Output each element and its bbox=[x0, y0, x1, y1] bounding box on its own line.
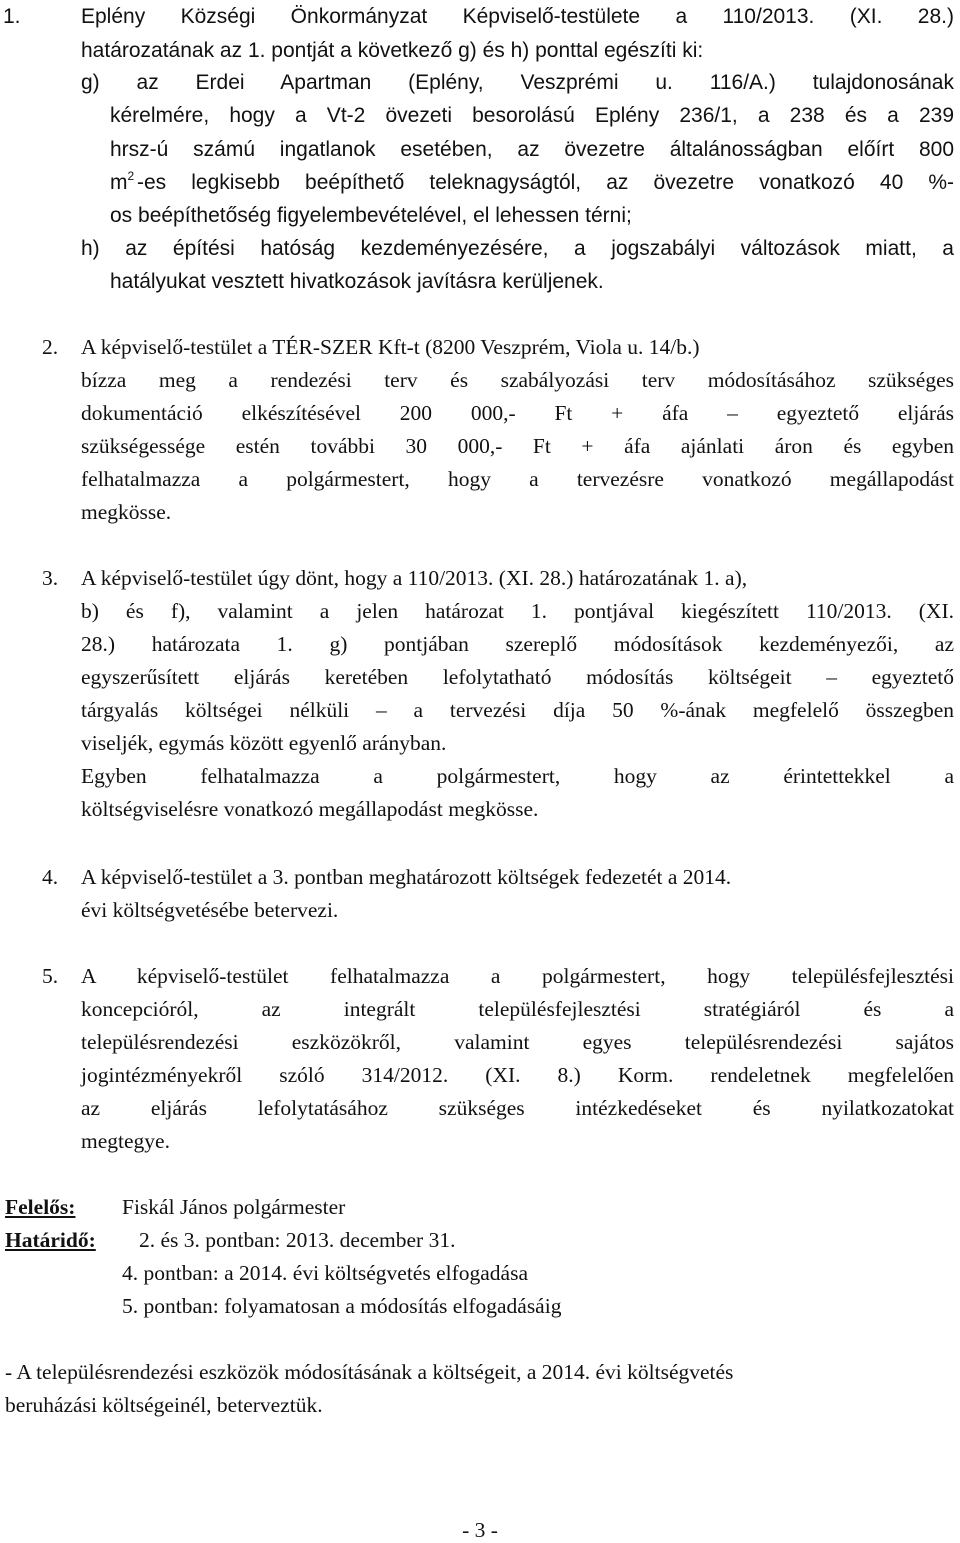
paragraph-1-line-6-rest: -es legkisebb beépíthető teleknagyságtól, az övezetre vonatkozó 40 %- bbox=[137, 171, 954, 194]
paragraph-1-line-9: hatályukat vesztett hivatkozások javításra kerüljenek. bbox=[110, 270, 604, 293]
paragraph-3-line-8: költségviselésre vonatkozó megállapodást megkösse. bbox=[81, 797, 539, 821]
paragraph-5-line-4: jogintézményekről szóló 314/2012. (XI. 8.) Korm. rendeletnek megfelelően bbox=[81, 1063, 954, 1087]
paragraph-5-line-2: koncepcióról, az integrált településfejlesztési stratégiáról és a bbox=[81, 997, 954, 1021]
paragraph-2-number: 2. bbox=[42, 335, 59, 359]
paragraph-4-line-1: A képviselő-testület a 3. pontban meghatározott költségek fedezetét a 2014. bbox=[81, 865, 732, 889]
paragraph-2-line-1: A képviselő-testület a TÉR-SZER Kft-t (8200 Veszprém, Viola u. 14/b.) bbox=[81, 335, 700, 359]
paragraph-5-line-6: megtegye. bbox=[81, 1129, 170, 1153]
paragraph-3-line-4: egyszerűsített eljárás keretében lefolytatható módosítás költségeit – egyeztető bbox=[81, 665, 954, 689]
superscript-2: 2 bbox=[127, 169, 135, 183]
paragraph-2-line-4: szükségessége estén további 30 000,- Ft + áfa ajánlati áron és egyben bbox=[81, 434, 954, 458]
responsible-label: Felelős: bbox=[5, 1195, 76, 1219]
paragraph-3-line-6: viseljék, egymás között egyenlő arányban. bbox=[81, 731, 447, 755]
paragraph-1-number: 1. bbox=[3, 5, 21, 28]
paragraph-5-number: 5. bbox=[42, 964, 59, 988]
deadline-label: Határidő: bbox=[5, 1228, 96, 1252]
paragraph-3-number: 3. bbox=[42, 566, 59, 590]
paragraph-3-line-7: Egyben felhatalmazza a polgármestert, hogy az érintettekkel a bbox=[81, 764, 954, 788]
paragraph-3-line-3: 28.) határozata 1. g) pontjában szereplő módosítások kezdeményezői, az bbox=[81, 632, 954, 656]
paragraph-1-line-6: $m^2$ bbox=[110, 169, 135, 194]
paragraph-1-line-2: határozatának az 1. pontját a következő g) és h) ponttal egészíti ki: bbox=[81, 39, 704, 62]
paragraph-1-line-8: h) az építési hatóság kezdeményezésére, a jogszabályi változások miatt, a bbox=[81, 237, 954, 260]
paragraph-1-line-1: Eplény Községi Önkormányzat Képviselő-testülete a 110/2013. (XI. 28.) bbox=[81, 5, 954, 28]
paragraph-1-line-4: kérelmére, hogy a Vt-2 övezeti besorolású Eplény 236/1, a 238 és a 239 bbox=[110, 104, 954, 127]
responsible-value: Fiskál János polgármester bbox=[122, 1195, 346, 1219]
paragraph-3-line-2: b) és f), valamint a jelen határozat 1. pontjával kiegészített 110/2013. (XI. bbox=[81, 599, 954, 623]
paragraph-2-line-3: dokumentáció elkészítésével 200 000,- Ft + áfa – egyeztető eljárás bbox=[81, 401, 954, 425]
deadline-line-3: 5. pontban: folyamatosan a módosítás elfogadásáig bbox=[122, 1294, 562, 1318]
paragraph-4-number: 4. bbox=[42, 865, 59, 889]
paragraph-1-line-3: g) az Erdei Apartman (Eplény, Veszprémi u. 116/A.) tulajdonosának bbox=[81, 71, 954, 94]
budget-note-line-2: beruházási költségeinél, beterveztük. bbox=[5, 1393, 323, 1417]
paragraph-3-line-5: tárgyalás költségei nélküli – a tervezési díja 50 %-ának megfelelő összegben bbox=[81, 698, 954, 722]
budget-note-line-1: - A településrendezési eszközök módosításának a költségeit, a 2014. évi költségvetés bbox=[5, 1360, 734, 1384]
paragraph-1-line-7: os beépíthetőség figyelembevételével, el lehessen térni; bbox=[110, 204, 632, 227]
page-number: - 3 - bbox=[462, 1518, 498, 1542]
deadline-line-1: 2. és 3. pontban: 2013. december 31. bbox=[139, 1228, 456, 1252]
paragraph-4-line-2: évi költségvetésébe betervezi. bbox=[81, 898, 339, 922]
paragraph-2-line-6: megkösse. bbox=[81, 500, 172, 524]
paragraph-5-line-1: A képviselő-testület felhatalmazza a polgármestert, hogy településfejlesztési bbox=[81, 964, 954, 988]
paragraph-5-line-3: településrendezési eszközökről, valamint egyes településrendezési sajátos bbox=[81, 1030, 954, 1054]
paragraph-2-line-2: bízza meg a rendezési terv és szabályozási terv módosításához szükséges bbox=[81, 368, 954, 392]
paragraph-5-line-5: az eljárás lefolytatásához szükséges intézkedéseket és nyilatkozatokat bbox=[81, 1096, 954, 1120]
deadline-line-2: 4. pontban: a 2014. évi költségvetés elfogadása bbox=[122, 1261, 529, 1285]
paragraph-1-line-5: hrsz-ú számú ingatlanok esetében, az övezetre általánosságban előírt 800 bbox=[110, 138, 954, 161]
paragraph-2-line-5: felhatalmazza a polgármestert, hogy a tervezésre vonatkozó megállapodást bbox=[81, 467, 954, 491]
paragraph-3-line-1: A képviselő-testület úgy dönt, hogy a 110/2013. (XI. 28.) határozatának 1. a), bbox=[81, 566, 748, 590]
